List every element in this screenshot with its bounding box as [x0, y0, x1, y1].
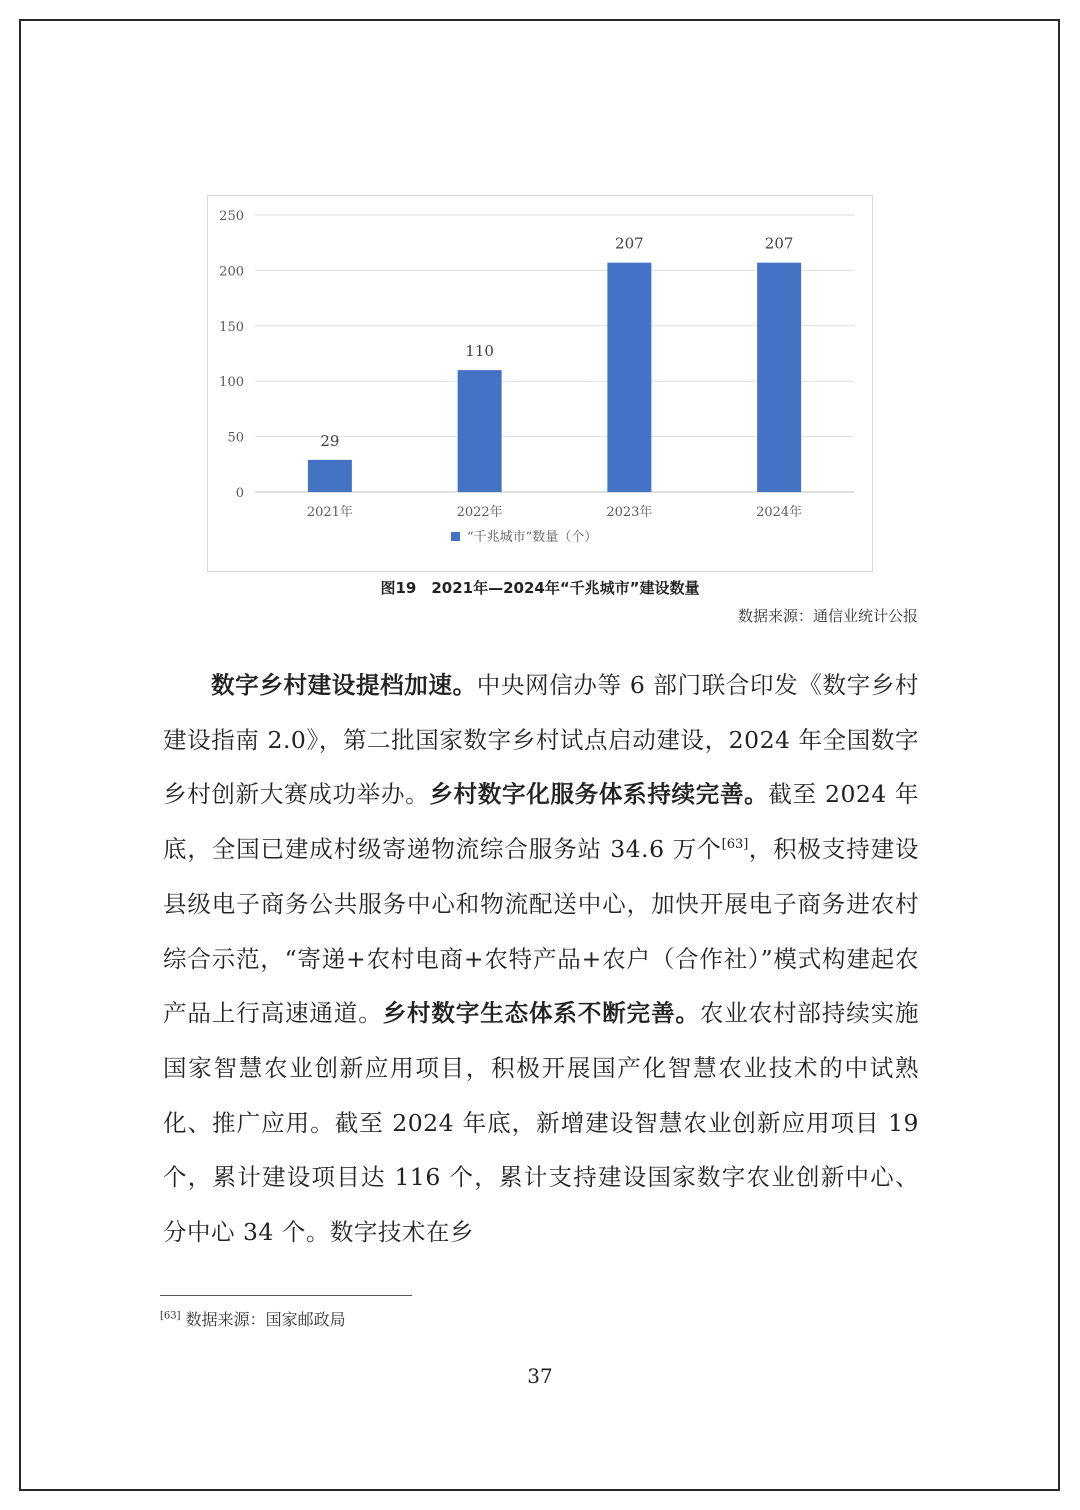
body-text-2: 截至 2024 年底，全国已建成村级寄递物流综合服务站 34.6 万个 [163, 780, 920, 864]
figure-caption: 图19 2021年—2024年“千兆城市”建设数量 [380, 579, 700, 597]
y-tick-label: 100 [219, 375, 244, 391]
data-label: 207 [764, 234, 794, 253]
bar [607, 263, 651, 492]
body-text-1: 中央网信办等 6 部门联合印发《数字乡村建设指南 2.0》，第二批国家数字乡村试点启动建设，2024 年全国数字乡村创新大赛成功举办。 [163, 671, 919, 809]
footnote [160, 1307, 346, 1330]
x-tick-label: 2024年 [756, 505, 803, 520]
y-tick-label: 250 [219, 209, 244, 224]
body-text-4: 农业农村部持续实施国家智慧农业创新应用项目，积极开展国产化智慧农业技术的中试熟化、推广应用。截至 2024 年底，新增建设智慧农业创新应用项目 19 个，累计建设项目达 116 个，累计支持建设国家数字农业创新中心、分中心 34 个。数字技术在乡 [163, 999, 920, 1247]
figure-source: 数据来源：通信业统计公报 [737, 607, 918, 625]
body-text-3: ，积极支持建设县级电子商务公共服务中心和物流配送中心，加快开展电子商务进农村综合示范，“寄递+农村电商+农特产品+农户（合作社）”模式构建起农产品上行高速通道。 [163, 835, 920, 1028]
y-tick-label: 150 [219, 319, 244, 335]
footnote-divider [160, 1295, 412, 1296]
footnote-number: [63] [160, 1310, 181, 1322]
x-tick-label: 2023年 [606, 505, 653, 520]
x-tick-label: 2021年 [306, 505, 353, 520]
data-label: 110 [465, 342, 494, 361]
chart-svg [208, 196, 872, 571]
data-label: 29 [320, 431, 340, 450]
heading-service-system: 乡村数字化服务体系持续完善。 [429, 780, 769, 809]
footnote-text: 数据来源：国家邮政局 [185, 1310, 346, 1329]
heading-ecosystem: 乡村数字生态体系不断完善。 [382, 999, 700, 1028]
bar [757, 263, 801, 492]
y-tick-label: 0 [235, 486, 244, 501]
body-paragraph [163, 658, 919, 1260]
footnote-ref[interactable]: [63] [721, 837, 749, 853]
heading-digital-village: 数字乡村建设提档加速。 [211, 671, 477, 699]
page-number: 37 [527, 1364, 553, 1388]
x-tick-label: 2022年 [456, 505, 503, 520]
data-label: 207 [615, 234, 644, 253]
y-tick-label: 200 [219, 264, 244, 280]
bar [458, 370, 502, 492]
y-tick-label: 50 [227, 430, 244, 446]
legend-swatch [451, 532, 460, 541]
legend-label: “千兆城市”数量（个） [467, 530, 598, 545]
bar [308, 460, 352, 492]
bar-chart [207, 195, 873, 572]
